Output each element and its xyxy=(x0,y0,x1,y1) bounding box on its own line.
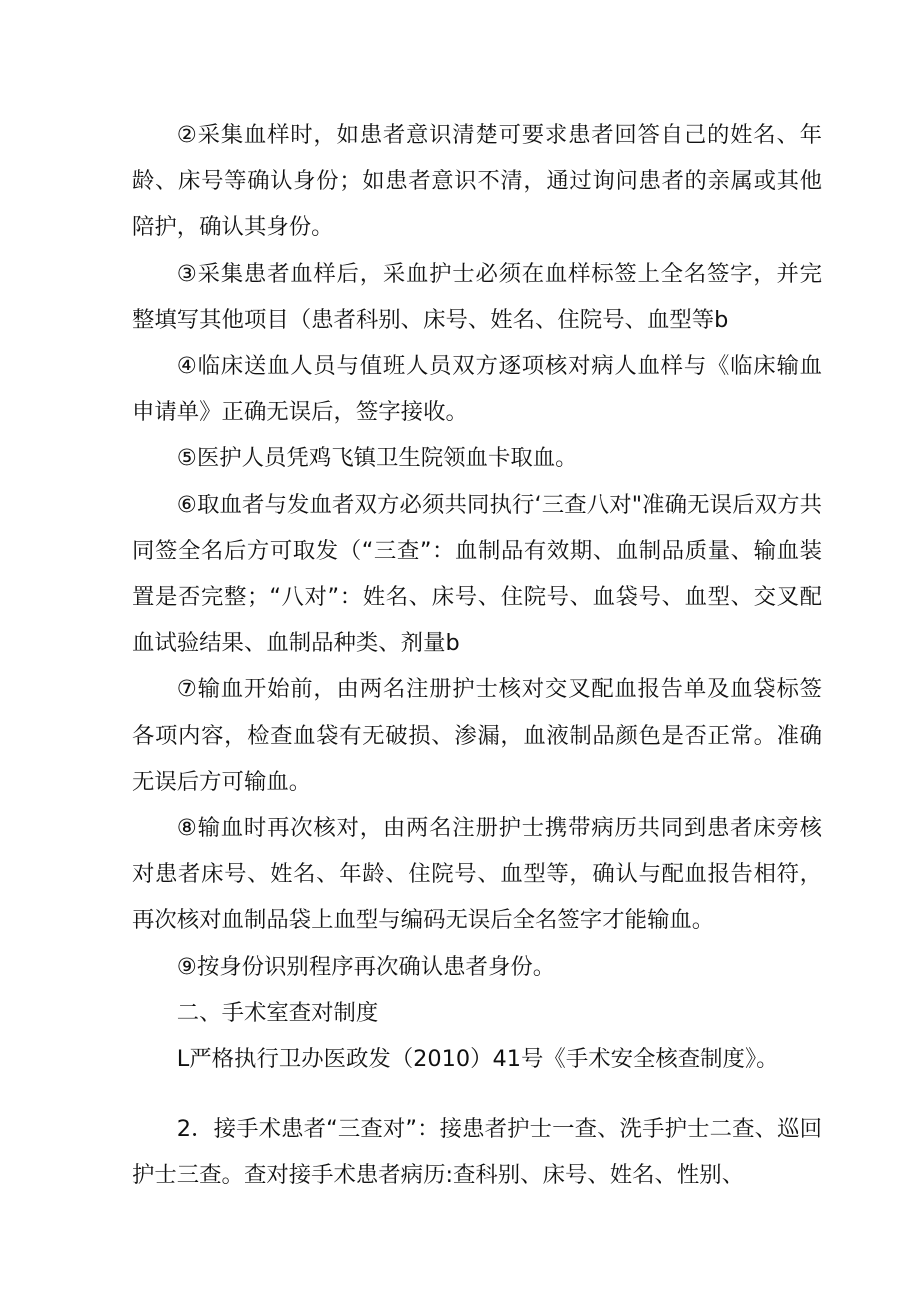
paragraph-blood-sample-label: ③采集患者血样后，采血护士必须在血样标签上全名签字，并完整填写其他项目（患者科别、床号、姓名、住院号、血型等b xyxy=(132,260,822,333)
paragraph-blood-sample-identity: ②采集血样时，如患者意识清楚可要求患者回答自己的姓名、年龄、床号等确认身份；如患者意识不清，通过询问患者的亲属或其他陪护，确认其身份。 xyxy=(132,122,822,241)
paragraph-bedside-recheck: ⑧输血时再次核对，由两名注册护士携带病历共同到患者床旁核对患者床号、姓名、年龄、住院号、血型等，确认与配血报告相符，再次核对血制品袋上血型与编码无误后全名签字才能输血。 xyxy=(132,815,822,934)
section-heading-operating-room: 二、手术室查对制度 xyxy=(176,999,379,1026)
paragraph-receiving-patient-checks: 2．接手术患者“三查对”：接患者护士一查、洗手护士二查、巡回护士三查。查对接手术患者病历:查科别、床号、姓名、性别、 xyxy=(132,1116,822,1189)
paragraph-identity-reconfirm: ⑨按身份识别程序再次确认患者身份。 xyxy=(176,953,556,980)
paragraph-sample-delivery-check: ④临床送血人员与值班人员双方逐项核对病人血样与《临床输血申请单》正确无误后，签字接收。 xyxy=(132,353,822,426)
paragraph-surgical-safety-rule: L严格执行卫办医政发（2010）41号《手术安全核查制度》。 xyxy=(176,1046,779,1073)
paragraph-three-checks-eight-matches: ⑥取血者与发血者双方必须共同执行‘三查八对"准确无误后双方共同签全名后方可取发（“三查”：血制品有效期、血制品质量、输血装置是否完整；“八对”：姓名、床号、住院号、血袋号、血型、交叉配血试验结果、血制品种类、剂量b xyxy=(132,491,822,657)
paragraph-pre-transfusion-check: ⑦输血开始前，由两名注册护士核对交叉配血报告单及血袋标签各项内容，检查血袋有无破损、渗漏，血液制品颜色是否正常。准确无误后方可输血。 xyxy=(132,676,822,795)
paragraph-blood-collection-card: ⑤医护人员凭鸡飞镇卫生院领血卡取血。 xyxy=(176,445,578,472)
document-body xyxy=(132,112,822,1199)
